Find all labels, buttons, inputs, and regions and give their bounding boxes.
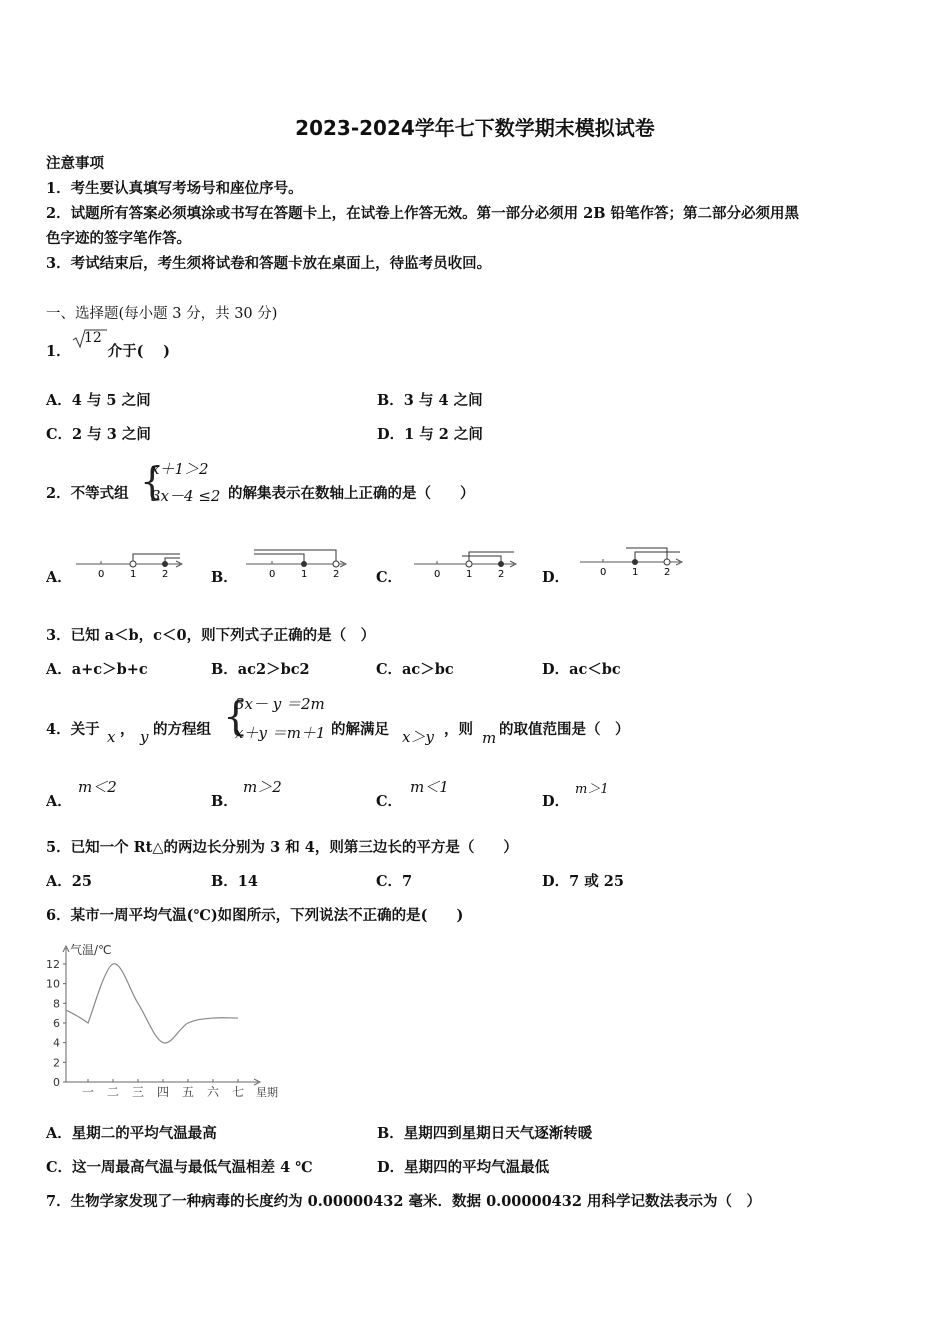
tick-label: 0 <box>600 567 607 578</box>
condition: x＞y <box>402 728 434 746</box>
option-c[interactable]: C． <box>376 569 403 586</box>
question-number: 1． <box>46 343 71 360</box>
question-stem: 介于( ) <box>107 343 170 360</box>
y-ticks <box>46 958 66 1089</box>
tick-label: 2 <box>664 567 671 578</box>
notice-item: 2．试题所有答案必须填涂或书写在答题卡上，在试卷上作答无效。第一部分必须用 2B 铅笔作答；第二部分必须用黑 <box>46 205 800 222</box>
x-axis-label: 星期 <box>256 1086 278 1099</box>
tick-label: 0 <box>434 569 441 580</box>
option-c[interactable]: C． <box>376 793 403 810</box>
equation-2: x＋y ＝m＋1 <box>235 724 326 742</box>
y-tick-label: 6 <box>53 1017 60 1030</box>
tick-label: 0 <box>98 569 105 580</box>
inequality-2: 3x－4 ≤2 <box>151 487 221 505</box>
notice-item: 3．考试结束后，考生须将试卷和答题卡放在桌面上，待监考员收回。 <box>46 255 492 272</box>
notice-item: 色字迹的签字笔作答。 <box>46 230 191 247</box>
question-3: 3．已知 a＜b，c＜0，则下列式子正确的是（ ） <box>46 627 376 644</box>
notice-heading: 注意事项 <box>46 155 104 172</box>
option-a[interactable]: A．a+c＞b+c <box>46 661 148 678</box>
x-tick-label: 五 <box>181 1085 195 1099</box>
inequality-1: x＋1＞2 <box>151 460 209 478</box>
question-4-text: 的取值范围是（ ） <box>499 721 630 738</box>
option-b[interactable]: B．3 与 4 之间 <box>377 392 483 409</box>
option-b-value: m＞2 <box>243 778 282 796</box>
option-a[interactable]: A．4 与 5 之间 <box>46 392 151 409</box>
section-heading: 一、选择题(每小题 3 分，共 30 分) <box>46 306 278 322</box>
question-4-text: ，则 <box>444 721 473 738</box>
number-line-d <box>576 542 688 578</box>
x-tick-label: 二 <box>106 1085 120 1099</box>
chart-axes <box>63 946 260 1085</box>
temperature-line <box>66 964 238 1043</box>
option-a-value: m＜2 <box>78 778 117 796</box>
separator: ， <box>120 721 135 738</box>
tick-label: 1 <box>130 569 137 580</box>
notice-item: 1．考生要认真填写考场号和座位序号。 <box>46 180 303 197</box>
tick-label: 2 <box>498 569 505 580</box>
tick-label: 0 <box>269 569 276 580</box>
option-c[interactable]: C．这一周最高气温与最低气温相差 4 ℃ <box>46 1159 313 1176</box>
page-title: 2023-2024学年七下数学期末模拟试卷 <box>295 116 655 140</box>
x-tick-label: 三 <box>131 1085 145 1099</box>
var-y: y <box>140 728 149 746</box>
y-tick-label: 2 <box>53 1056 60 1070</box>
question-2-stem: 的解集表示在数轴上正确的是（ ） <box>228 485 475 502</box>
option-d[interactable]: D．1 与 2 之间 <box>377 426 483 443</box>
question-2-prefix: 2．不等式组 <box>46 485 129 502</box>
y-tick-label: 0 <box>53 1076 60 1089</box>
tick-label: 2 <box>333 569 340 580</box>
option-d[interactable]: D．星期四的平均气温最低 <box>377 1159 550 1176</box>
option-b[interactable]: B．星期四到星期日天气逐渐转暖 <box>377 1125 593 1142</box>
option-b[interactable]: B． <box>211 569 238 586</box>
option-a[interactable]: A．星期二的平均气温最高 <box>46 1125 217 1142</box>
number-line-c <box>410 544 522 580</box>
option-b[interactable]: B．14 <box>211 873 258 890</box>
y-tick-label: 10 <box>46 977 60 991</box>
option-a[interactable]: A． <box>46 569 72 586</box>
question-7: 7．生物学家发现了一种病毒的长度约为 0.00000432 毫米．数据 0.00000432 用科学记数法表示为（ ） <box>46 1193 761 1210</box>
x-tick-label: 七 <box>231 1085 245 1099</box>
system-brace: { <box>140 459 165 503</box>
question-6: 6．某市一周平均气温(℃)如图所示，下列说法不正确的是( ) <box>46 907 464 924</box>
tick-label: 2 <box>162 569 169 580</box>
option-a[interactable]: A． <box>46 793 72 810</box>
question-4-mid: 的方程组 <box>153 721 211 738</box>
option-c[interactable]: C．2 与 3 之间 <box>46 426 151 443</box>
number-line-a <box>76 548 188 580</box>
option-c[interactable]: C．7 <box>376 873 413 890</box>
temperature-chart <box>40 938 300 1104</box>
sqrt-expression <box>72 328 108 354</box>
tick-label: 1 <box>466 569 473 580</box>
option-d[interactable]: D． <box>542 569 570 586</box>
tick-label: 1 <box>301 569 308 580</box>
y-tick-label: 4 <box>53 1036 60 1050</box>
option-d[interactable]: D．7 或 25 <box>542 873 624 890</box>
option-c[interactable]: C．ac＞bc <box>376 661 454 678</box>
x-tick-label: 一 <box>81 1085 95 1099</box>
equation-1: 3x－ y ＝2m <box>235 695 325 713</box>
option-d[interactable]: D． <box>542 793 570 810</box>
question-5: 5．已知一个 Rt△的两边长分别为 3 和 4，则第三边长的平方是（ ） <box>46 839 518 856</box>
option-c-value: m＜1 <box>410 778 449 796</box>
system-brace: { <box>223 694 249 740</box>
option-a[interactable]: A．25 <box>46 873 92 890</box>
option-b[interactable]: B．ac2＞bc2 <box>211 661 310 678</box>
y-axis-label: 气温/℃ <box>70 943 112 957</box>
x-tick-label: 四 <box>156 1085 170 1099</box>
option-b[interactable]: B． <box>211 793 238 810</box>
var-m: m <box>482 729 497 747</box>
y-tick-label: 12 <box>46 958 60 971</box>
y-tick-label: 8 <box>53 997 60 1011</box>
x-tick-label: 六 <box>206 1085 220 1099</box>
option-d[interactable]: D．ac＜bc <box>542 661 621 678</box>
tick-label: 1 <box>632 567 639 578</box>
number-line-b <box>240 544 352 580</box>
question-4-text: 的解满足 <box>331 721 389 738</box>
question-4-prefix: 4．关于 <box>46 721 100 738</box>
var-x: x <box>107 728 116 746</box>
question-1 <box>46 330 170 361</box>
option-d-value: m＞1 <box>575 782 609 797</box>
radicand: 12 <box>84 330 102 346</box>
